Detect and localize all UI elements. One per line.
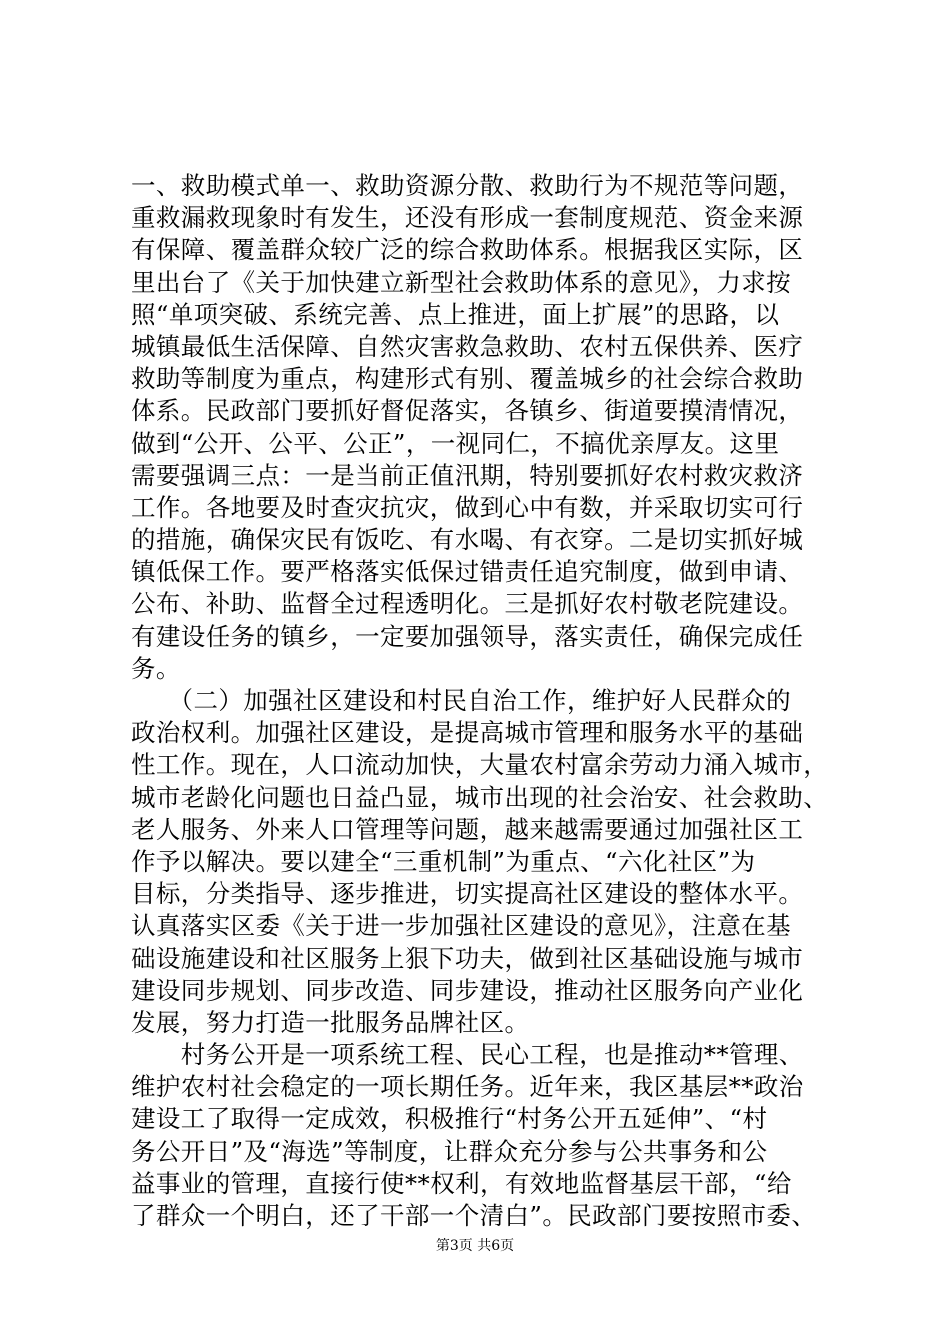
text-line: 益事业的管理，直接行使**权利，有效地监督基层干部，“给 — [131, 1168, 792, 1198]
text-line: 务。 — [131, 653, 181, 683]
text-line: 体系。民政部门要抓好督促落实，各镇乡、街道要摸清情况， — [131, 396, 804, 426]
text-line: 有保障、覆盖群众较广泛的综合救助体系。根据我区实际，区 — [131, 235, 804, 265]
text-line: 政治权利。加强社区建设，是提高城市管理和服务水平的基础 — [131, 718, 804, 748]
text-line: 了群众一个明白，还了干部一个清白”。民政部门要按照市委、 — [131, 1201, 817, 1230]
text-line: 一、救助模式单一、救助资源分散、救助行为不规范等问题， — [131, 171, 804, 200]
text-line: 老人服务、外来人口管理等问题，越来越需要通过加强社区工 — [131, 814, 804, 844]
text-line: 救助等制度为重点，构建形式有别、覆盖城乡的社会综合救助 — [131, 364, 804, 394]
text-line: 工作。各地要及时查灾抗灾，做到心中有数，并采取切实可行 — [131, 492, 804, 522]
text-line: 目标，分类指导、逐步推进，切实提高社区建设的整体水平。 — [131, 879, 804, 909]
text-line: 建设同步规划、同步改造、同步建设，推动社区服务向产业化 — [131, 975, 804, 1005]
text-line: 公布、补助、监督全过程透明化。三是抓好农村敬老院建设。 — [131, 589, 804, 619]
text-line: 发展，努力打造一批服务品牌社区。 — [131, 1007, 530, 1037]
text-line: 建设工了取得一定成效，积极推行“村务公开五延伸”、“村 — [131, 1104, 768, 1134]
text-line: 照“单项突破、系统完善、点上推进，面上扩展”的思路，以 — [131, 299, 780, 329]
page-footer: 第3页 共6页 — [435, 1238, 515, 1254]
text-line: 需要强调三点：一是当前正值汛期，特别要抓好农村救灾救济 — [131, 460, 804, 490]
text-line: 的措施，确保灾民有饭吃、有水喝、有衣穿。二是切实抓好城 — [131, 525, 804, 555]
text-line: 性工作。现在，人口流动加快，大量农村富余劳动力涌入城市， — [131, 750, 829, 780]
text-line: 城市老龄化问题也日益凸显，城市出现的社会治安、社会救助、 — [131, 782, 829, 812]
text-line: 有建设任务的镇乡，一定要加强领导，落实责任，确保完成任 — [131, 621, 804, 651]
text-line: 务公开日”及“海选”等制度，让群众充分参与公共事务和公 — [131, 1136, 768, 1166]
text-line: 作予以解决。要以建全“三重机制”为重点、“六化社区”为 — [131, 846, 756, 876]
text-line: 镇低保工作。要严格落实低保过错责任追究制度，做到申请、 — [131, 557, 804, 587]
text-line: 里出台了《关于加快建立新型社会救助体系的意见》，力求按 — [131, 267, 792, 297]
body-text — [131, 170, 831, 1232]
text-line: 村务公开是一项系统工程、民心工程，也是推动**管理、 — [131, 1040, 804, 1070]
text-line: 城镇最低生活保障、自然灾害救急救助、农村五保供养、医疗 — [131, 331, 804, 361]
text-line: 做到“公开、公平、公正”，一视同仁，不搞优亲厚友。这里 — [131, 428, 780, 458]
text-line: （二）加强社区建设和村民自治工作，维护好人民群众的 — [131, 686, 792, 715]
text-line: 重救漏救现象时有发生，还没有形成一套制度规范、资金来源 — [131, 203, 804, 233]
text-line: 维护农村社会稳定的一项长期任务。近年来，我区基层**政治 — [131, 1072, 804, 1102]
text-line: 认真落实区委《关于进一步加强社区建设的意见》，注意在基 — [131, 911, 792, 941]
text-line: 础设施建设和社区服务上狠下功夫，做到社区基础设施与城市 — [131, 943, 804, 973]
